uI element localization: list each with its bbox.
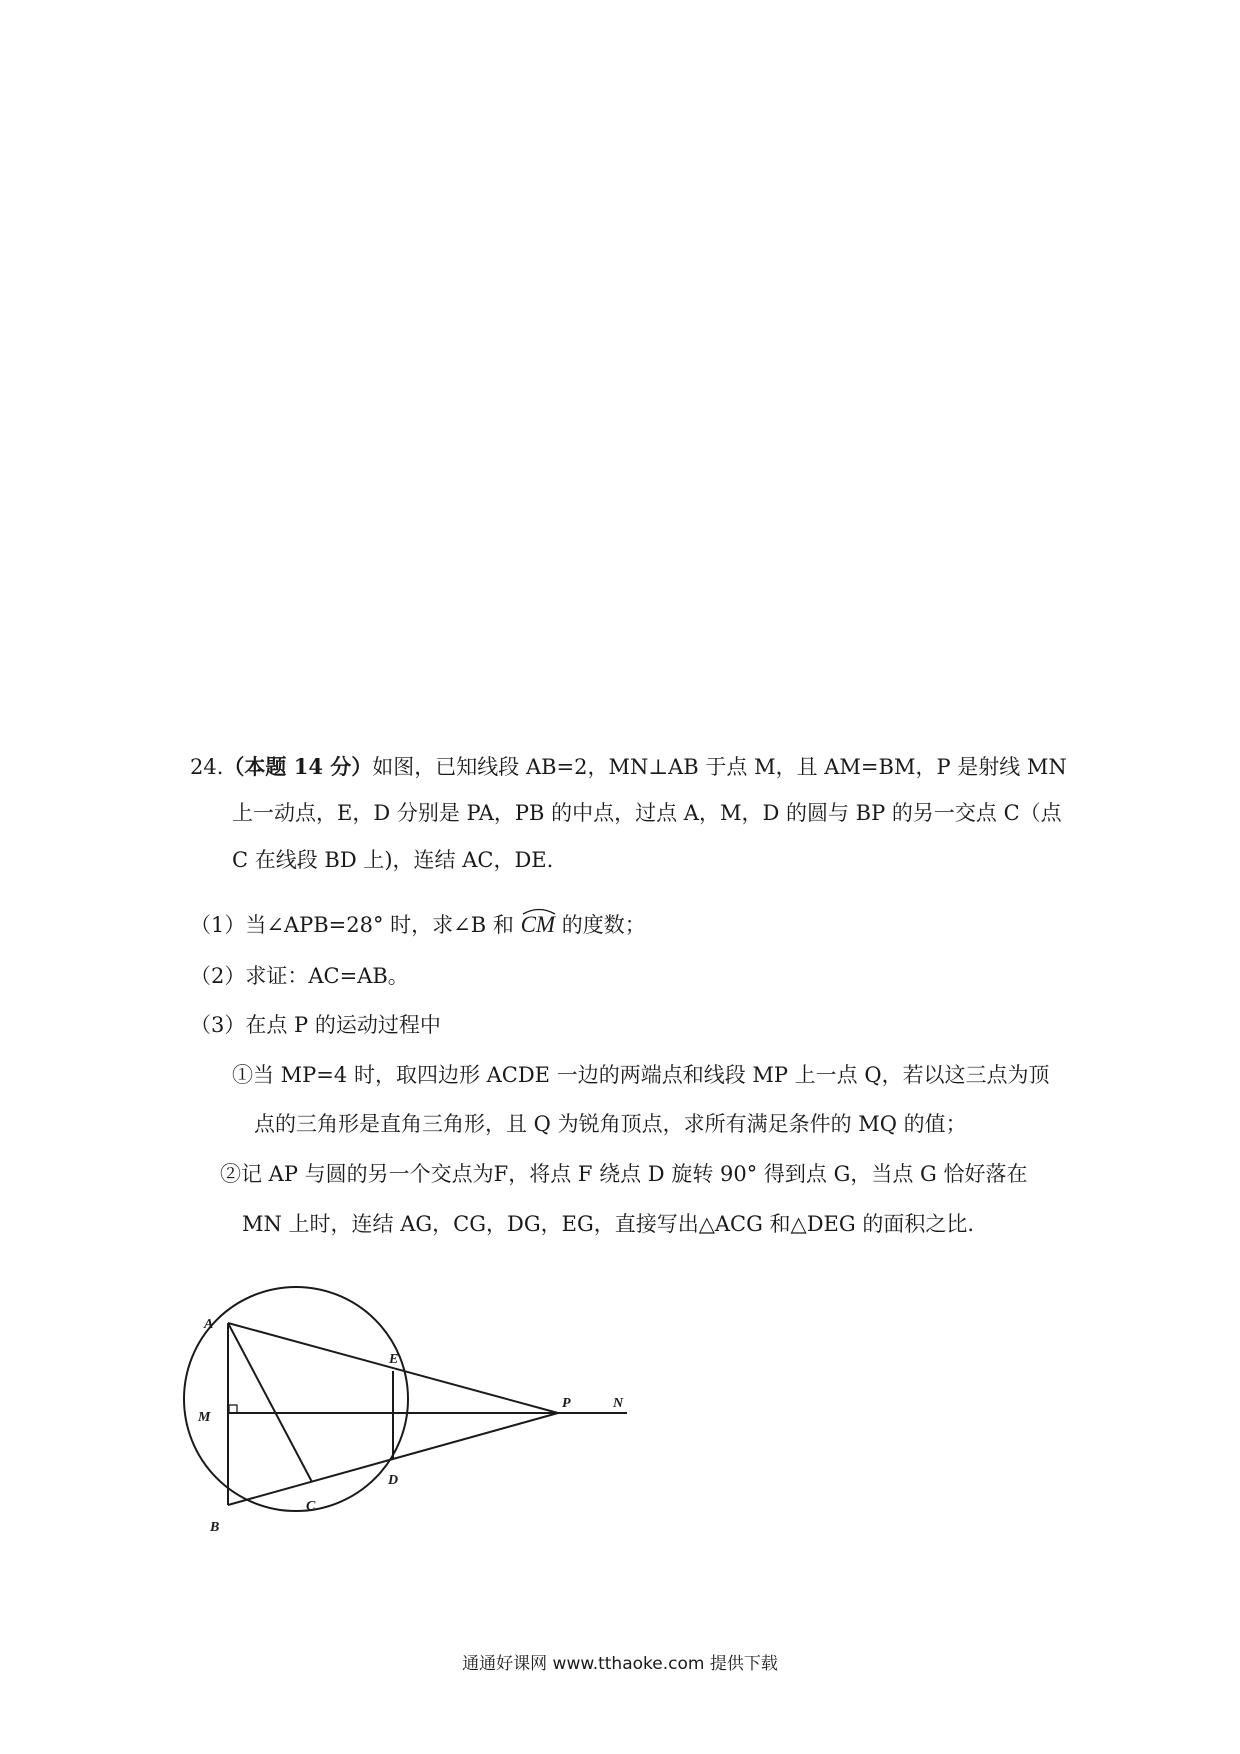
geometry-figure [180,1250,640,1540]
question-3-2-line-2: MN 上时，连结 AG，CG，DG，EG，直接写出△ACG 和△DEG 的面积之比. [242,1212,975,1236]
question-3-2-line-1: ②记 AP 与圆的另一个交点为F，将点 F 绕点 D 旋转 90° 得到点 G，当点 G 恰好落在 [220,1162,1028,1186]
problem-score: （本题 14 分） [223,754,373,779]
label-e: E [389,1352,399,1367]
label-p: P [562,1396,571,1411]
question-1 [190,911,646,939]
question-3-1-line-1: ①当 MP=4 时，取四边形 ACDE 一边的两端点和线段 MP 上一点 Q，若以这三点为顶 [232,1063,1050,1087]
arc-label: CM [520,912,556,937]
question-2: （2）求证：AC=AB。 [190,964,409,988]
label-b: B [210,1520,220,1535]
arc-mark-icon [521,907,557,915]
arc-cm [521,911,556,939]
right-angle-mark [229,1405,237,1413]
question-3: （3）在点 P 的运动过程中 [190,1013,441,1037]
segment-ac [228,1323,312,1482]
label-a: A [204,1317,214,1332]
footer: 通通好课网 www.tthaoke.com 提供下载 [462,1654,778,1674]
stem-text-1: 如图，已知线段 AB=2，MN⊥AB 于点 M，且 AM=BM，P 是射线 MN [372,755,1067,779]
circle-amd [184,1287,408,1511]
label-m: M [198,1410,211,1425]
question-1-prefix: （1）当∠APB=28° 时，求∠B 和 [190,913,514,937]
problem-number: 24. [190,755,224,779]
question-1-suffix: 的度数； [555,913,646,937]
stem-line-3: C 在线段 BD 上)，连结 AC，DE. [232,848,554,872]
stem-line-2: 上一动点，E，D 分别是 PA，PB 的中点，过点 A，M，D 的圆与 BP 的另一交点 C（点 [232,801,1062,825]
question-3-1-line-2: 点的三角形是直角三角形，且 Q 为锐角顶点，求所有满足条件的 MQ 的值； [254,1112,967,1136]
label-n: N [613,1396,624,1411]
label-d: D [388,1473,399,1488]
label-c: C [306,1499,316,1514]
stem-line-1 [190,753,1067,781]
